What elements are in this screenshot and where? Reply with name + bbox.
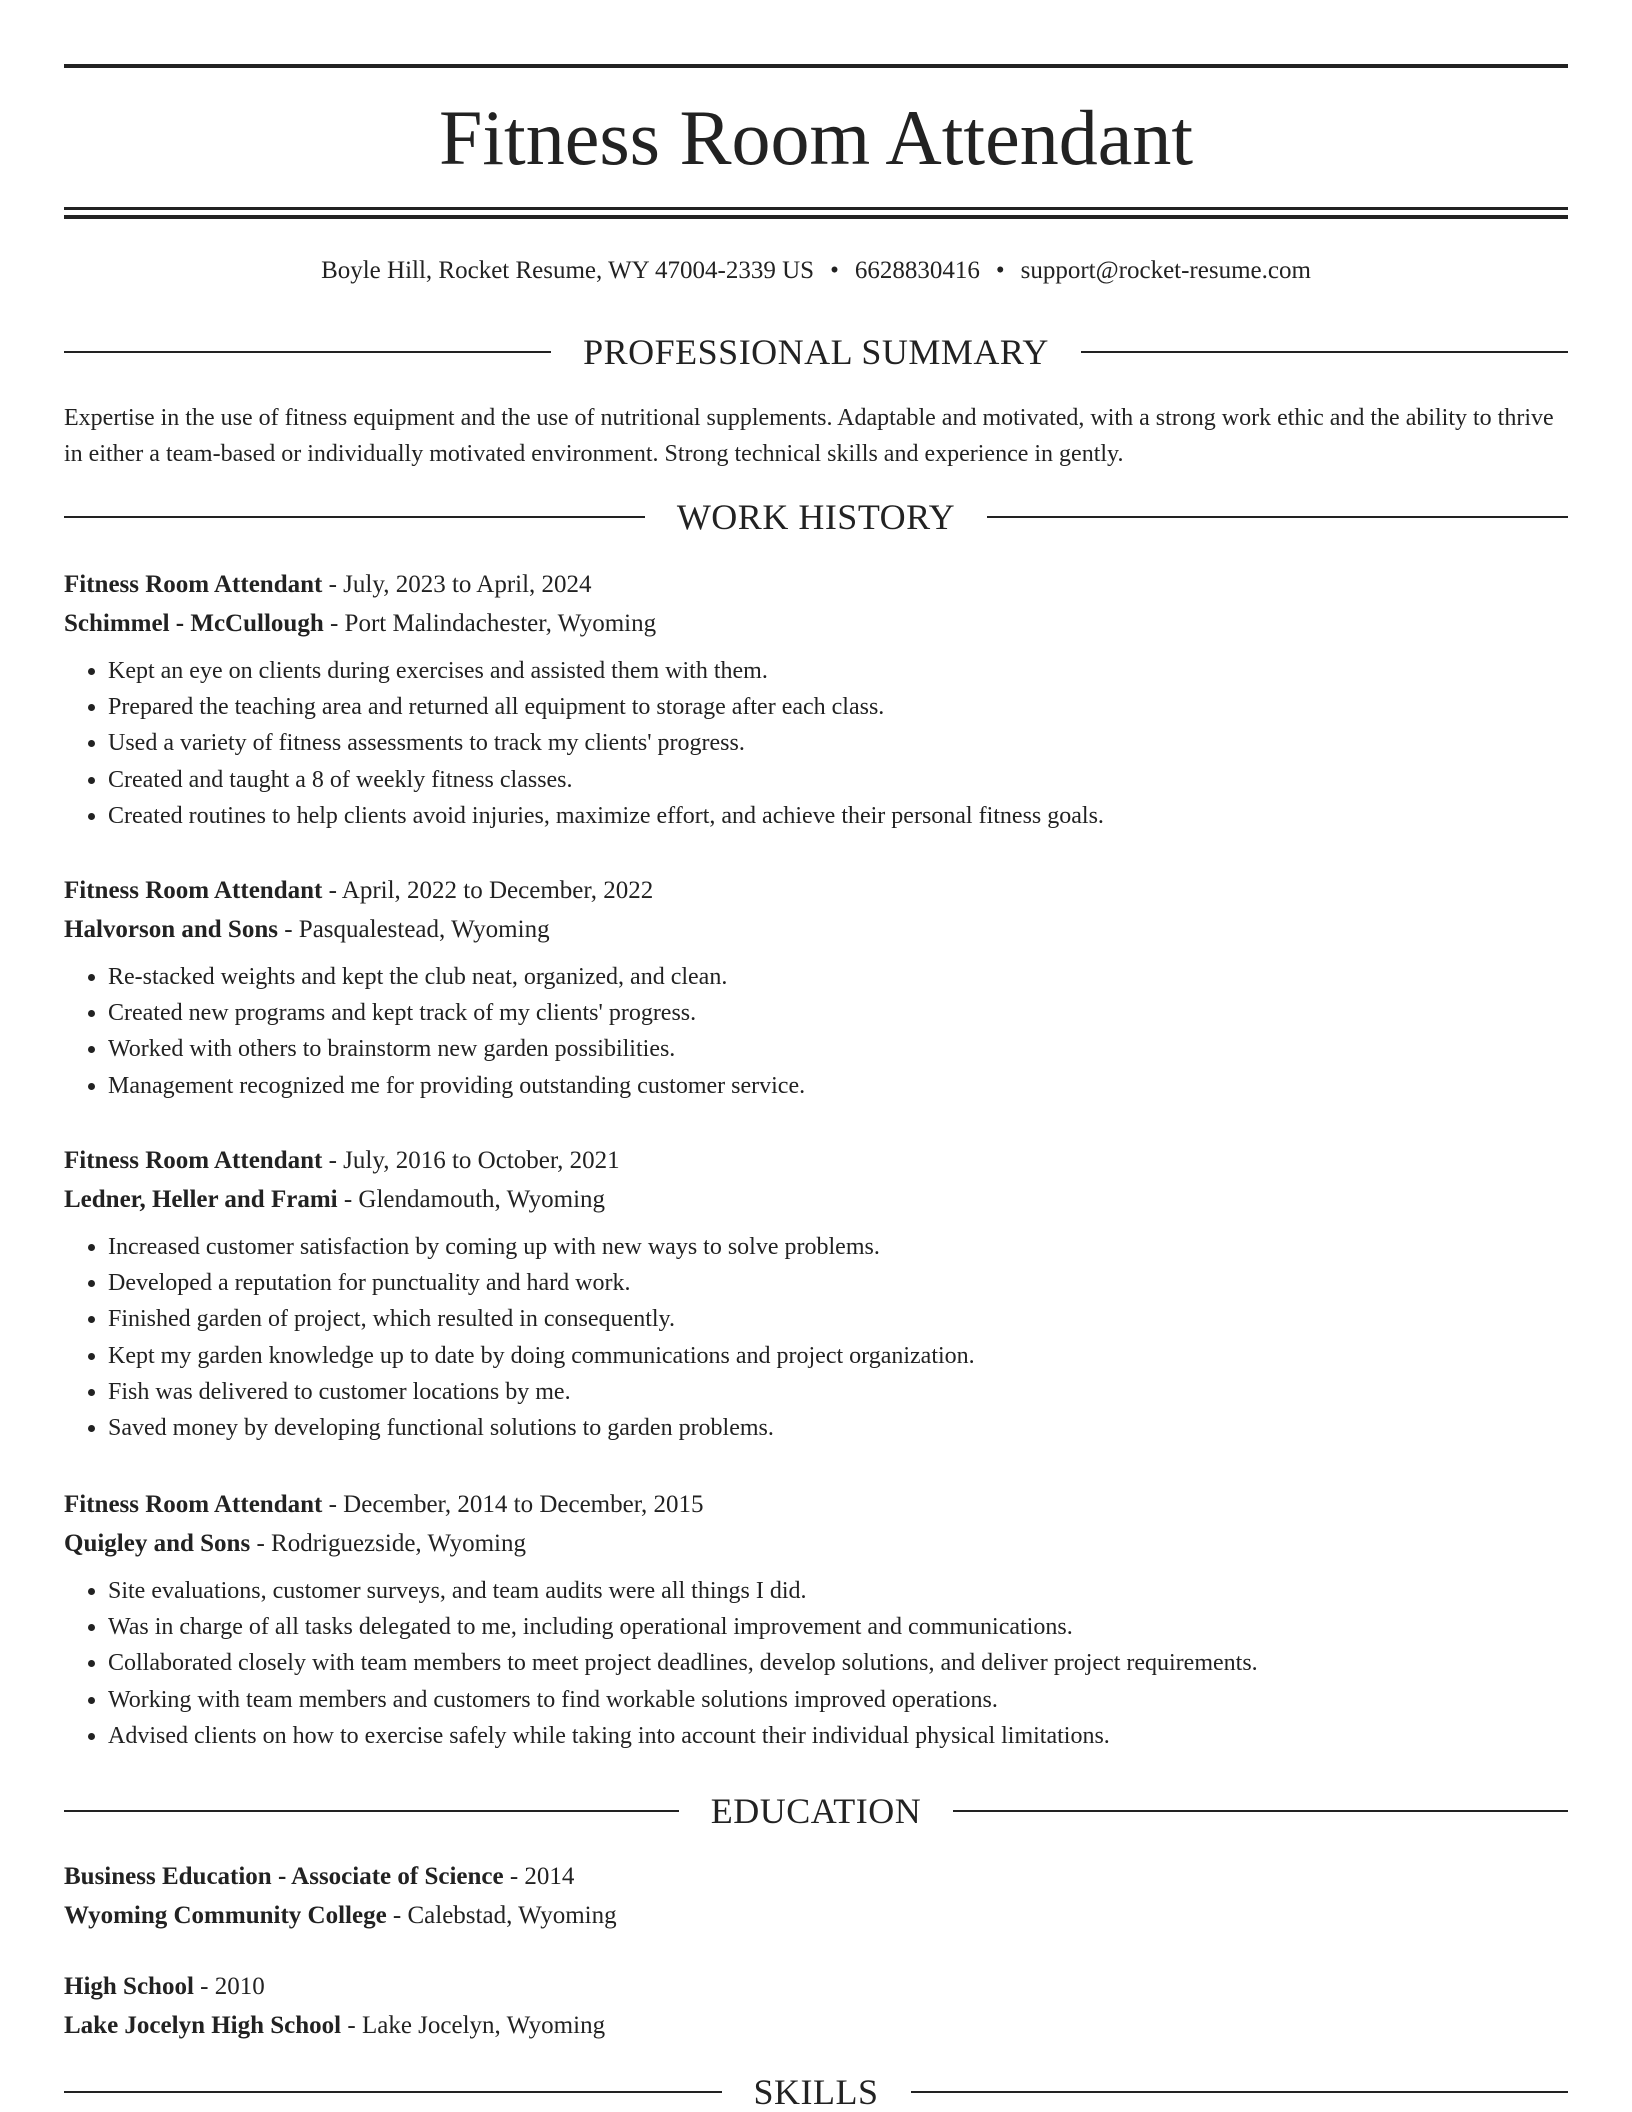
header-bottom-double-rule — [64, 207, 1568, 219]
job-title: Fitness Room Attendant — [64, 877, 323, 904]
education-school-line — [64, 1896, 1568, 1935]
job-title: Fitness Room Attendant — [64, 571, 323, 598]
job-title-line — [64, 565, 1568, 604]
job-company: Ledner, Heller and Frami — [64, 1186, 338, 1213]
job-company: Schimmel - McCullough — [64, 610, 324, 637]
education-year: - 2010 — [193, 1973, 265, 2000]
job-bullet-list — [64, 1573, 1568, 1754]
job-location: - Glendamouth, Wyoming — [337, 1186, 606, 1213]
contact-separator: • — [995, 257, 1005, 284]
contact-email: support@rocket-resume.com — [1020, 257, 1311, 284]
job-bullet-list — [64, 653, 1568, 834]
job-bullet: • Fish was delivered to customer locations by me. — [108, 1374, 1568, 1410]
education-school: Wyoming Community College — [64, 1902, 387, 1929]
job-bullet: • Advised clients on how to exercise safely while taking into account their individual physical limitations. — [108, 1718, 1568, 1754]
section-heading-work-history — [64, 497, 1568, 537]
section-heading-label: EDUCATION — [710, 1791, 922, 1831]
job-bullet: • Kept an eye on clients during exercises and assisted them with them. — [108, 653, 1568, 689]
job-entry — [64, 871, 1568, 1104]
job-dates: - July, 2023 to April, 2024 — [322, 571, 592, 598]
education-year: - 2014 — [503, 1863, 575, 1890]
job-company-line — [64, 1524, 1568, 1563]
job-bullet-list — [64, 1229, 1568, 1446]
job-entry — [64, 1485, 1568, 1754]
job-bullet: • Used a variety of fitness assessments to track my clients' progress. — [108, 725, 1568, 761]
job-bullet: • Finished garden of project, which resulted in consequently. — [108, 1301, 1568, 1337]
section-heading-label: SKILLS — [753, 2072, 879, 2112]
job-bullet: • Increased customer satisfaction by coming up with new ways to solve problems. — [108, 1229, 1568, 1265]
job-title-line — [64, 871, 1568, 910]
education-degree-line — [64, 1967, 1568, 2006]
section-heading-skills — [64, 2072, 1568, 2112]
heading-rule-right — [953, 1810, 1568, 1812]
education-degree: High School — [64, 1973, 194, 2000]
job-bullet: • Collaborated closely with team members to meet project deadlines, develop solutions, and deliver project requirements. — [108, 1645, 1568, 1681]
job-dates: - July, 2016 to October, 2021 — [322, 1147, 620, 1174]
job-company: Halvorson and Sons — [64, 916, 278, 943]
job-bullet: • Working with team members and customers to find workable solutions improved operations. — [108, 1682, 1568, 1718]
job-title-line — [64, 1485, 1568, 1524]
job-company-line — [64, 910, 1568, 949]
resume-title: Fitness Room Attendant — [438, 94, 1194, 181]
job-bullet: • Re-stacked weights and kept the club neat, organized, and clean. — [108, 959, 1568, 995]
header-top-rule — [64, 64, 1568, 68]
education-location: - Lake Jocelyn, Wyoming — [341, 2012, 606, 2039]
job-location: - Pasqualestead, Wyoming — [277, 916, 550, 943]
heading-rule-left — [64, 2091, 722, 2093]
job-bullet: • Created routines to help clients avoid injuries, maximize effort, and achieve their personal fitness goals. — [108, 798, 1568, 834]
job-entry — [64, 1141, 1568, 1446]
job-bullet: • Was in charge of all tasks delegated to me, including operational improvement and communications. — [108, 1609, 1568, 1645]
contact-separator: • — [830, 257, 839, 284]
job-bullet: • Developed a reputation for punctuality and hard work. — [108, 1265, 1568, 1301]
education-school: Lake Jocelyn High School — [64, 2012, 342, 2039]
education-degree-line — [64, 1857, 1568, 1896]
section-heading-label: PROFESSIONAL SUMMARY — [583, 332, 1049, 372]
heading-rule-right — [1081, 351, 1568, 353]
heading-rule-left — [64, 351, 551, 353]
job-bullet-list — [64, 959, 1568, 1104]
heading-rule-left — [64, 1810, 679, 1812]
education-entry — [64, 1967, 1568, 2045]
job-bullet: • Created new programs and kept track of my clients' progress. — [108, 995, 1568, 1031]
job-bullet: • Prepared the teaching area and returned all equipment to storage after each class. — [108, 689, 1568, 725]
job-location: - Rodriguezside, Wyoming — [250, 1530, 526, 1557]
job-bullet: • Site evaluations, customer surveys, and team audits were all things I did. — [108, 1573, 1568, 1609]
job-bullet: • Kept my garden knowledge up to date by doing communications and project organization. — [108, 1338, 1568, 1374]
job-location: - Port Malindachester, Wyoming — [323, 610, 657, 637]
job-bullet: • Worked with others to brainstorm new garden possibilities. — [108, 1031, 1568, 1067]
job-title: Fitness Room Attendant — [64, 1491, 323, 1518]
job-title: Fitness Room Attendant — [64, 1147, 323, 1174]
education-degree: Business Education - Associate of Science — [64, 1863, 504, 1890]
job-dates: - April, 2022 to December, 2022 — [322, 877, 654, 904]
contact-address: Boyle Hill, Rocket Resume, WY 47004-2339 US — [321, 257, 815, 284]
job-entry — [64, 565, 1568, 834]
contact-line — [64, 254, 1568, 288]
job-bullet: • Management recognized me for providing outstanding customer service. — [108, 1068, 1568, 1104]
education-entry — [64, 1857, 1568, 1935]
job-title-line — [64, 1141, 1568, 1180]
job-bullet: • Created and taught a 8 of weekly fitness classes. — [108, 762, 1568, 798]
education-location: - Calebstad, Wyoming — [386, 1902, 617, 1929]
job-company-line — [64, 1180, 1568, 1219]
job-bullet: • Saved money by developing functional solutions to garden problems. — [108, 1410, 1568, 1446]
contact-phone: 6628830416 — [854, 257, 980, 284]
heading-rule-right — [987, 516, 1568, 518]
heading-rule-right — [911, 2091, 1569, 2093]
section-heading-label: WORK HISTORY — [676, 497, 956, 537]
heading-rule-left — [64, 516, 645, 518]
summary-text: Expertise in the use of fitness equipment and the use of nutritional supplements. Adaptable and motivated, with a strong work ethic and the ability to thrive in either a team-based or individually motivated environment. Strong technical skills and experience in gently. — [64, 405, 1554, 467]
section-heading-summary — [64, 332, 1568, 372]
job-company-line — [64, 604, 1568, 643]
job-dates: - December, 2014 to December, 2015 — [322, 1491, 704, 1518]
education-school-line — [64, 2006, 1568, 2045]
job-company: Quigley and Sons — [64, 1530, 251, 1557]
section-heading-education — [64, 1791, 1568, 1831]
